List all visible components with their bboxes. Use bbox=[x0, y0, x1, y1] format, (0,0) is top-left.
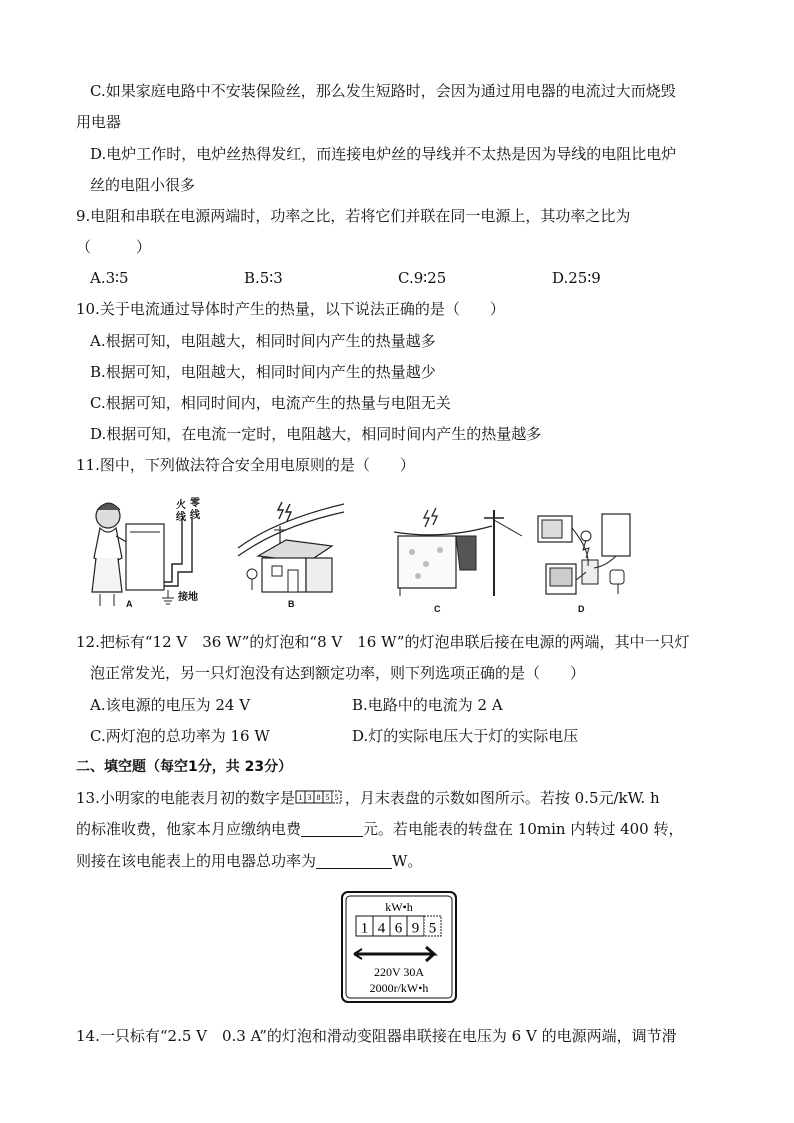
q8-option-d-line2: 丝的电阻小很多 bbox=[90, 176, 196, 194]
figure-c bbox=[392, 506, 524, 600]
q8-option-c-line2: 用电器 bbox=[76, 113, 122, 131]
digit-value: 4 bbox=[377, 920, 386, 937]
q10-option-d: D.根据可知，在电流一定时，电阻越大，相同时间内产生的热量越多 bbox=[90, 425, 542, 443]
q10-option-a: A.根据可知，电阻越大，相同时间内产生的热量越多 bbox=[90, 332, 436, 350]
q11-stem: 11.图中，下列做法符合安全用电原则的是（ ） bbox=[76, 456, 415, 474]
electric-meter-dial bbox=[340, 890, 458, 1006]
q13-line2-text-b: 元。若电能表的转盘在 10min 内转过 400 转， bbox=[363, 820, 684, 838]
clothes-power-line-illustration bbox=[392, 506, 524, 600]
q13-line3-text-b: W。 bbox=[392, 852, 423, 870]
q9-option-b: B.5∶3 bbox=[244, 269, 283, 287]
q12-option-a: A.该电源的电压为 24 V bbox=[90, 696, 251, 714]
digit-value: 5 bbox=[428, 920, 437, 937]
q12-option-c: C.两灯泡的总功率为 16 W bbox=[90, 727, 270, 745]
digit-value: 3 bbox=[307, 793, 312, 802]
figure-d bbox=[536, 510, 646, 602]
q9-stem-line1: 9.电阻和串联在电源两端时，功率之比，若将它们并联在同一电源上，其功率之比为 bbox=[76, 207, 631, 225]
q13-line3-text-a: 则接在该电能表上的用电器总功率为 bbox=[76, 852, 317, 870]
q14-line1: 14.一只标有“2.5 V 0.3 A”的灯泡和滑动变阻器串联接在电压为 6 V 的电源两端，调节滑 bbox=[76, 1027, 677, 1045]
fig-a-live-label: 火 bbox=[176, 500, 186, 511]
section-fill-blank-title: 二、填空题（每空1分，共 23分） bbox=[76, 759, 293, 775]
q12-stem-line2: 泡正常发光，另一只灯泡没有达到额定功率，则下列选项正确的是（ ） bbox=[90, 664, 586, 682]
q13-blank-power[interactable] bbox=[316, 852, 392, 869]
fig-a-ground-label: 接地 bbox=[178, 592, 198, 603]
q13-line2-text-a: 的标准收费，他家本月应缴纳电费 bbox=[76, 820, 302, 838]
q12-stem-line1: 12.把标有“12 V 36 W”的灯泡和“8 V 16 W”的灯泡串联后接在电源的两端，其中一只灯 bbox=[76, 633, 690, 651]
meter-digit-row bbox=[356, 916, 441, 937]
q13-line3 bbox=[76, 850, 422, 872]
fig-c-label: C bbox=[434, 604, 441, 614]
house-lightning-illustration bbox=[236, 500, 346, 596]
meter-unit: kW•h bbox=[385, 900, 413, 914]
digit-value: 8 bbox=[316, 793, 321, 802]
meter-spec-voltage: 220V 30A bbox=[373, 965, 425, 979]
q8-option-d-line1: D.电炉工作时，电炉丝热得发红，而连接电炉丝的导线并不太热是因为导线的电阻比电炉 bbox=[90, 145, 677, 163]
q13-line1-text-a: 13.小明家的电能表月初的数字是 bbox=[76, 789, 295, 807]
digit-value: 9 bbox=[411, 920, 420, 937]
q10-stem: 10.关于电流通过导体时产生的热量，以下说法正确的是（ ） bbox=[76, 300, 505, 318]
q12-option-b: B.电路中的电流为 2 A bbox=[352, 696, 503, 714]
q12-option-d: D.灯的实际电压大于灯的实际电压 bbox=[352, 727, 579, 745]
fig-a-label: A bbox=[126, 599, 133, 609]
fig-a-neutral-label-2: 线 bbox=[190, 510, 200, 521]
fig-a-neutral-label: 零 bbox=[190, 498, 200, 509]
q9-option-a: A.3∶5 bbox=[90, 269, 129, 287]
fig-d-label: D bbox=[578, 604, 585, 614]
q9-stem-line2: （ ） bbox=[76, 238, 152, 256]
electric-meter bbox=[340, 890, 458, 1006]
q9-option-d: D.25∶9 bbox=[552, 269, 601, 287]
q13-line2 bbox=[76, 818, 684, 840]
digit-value: 5 bbox=[334, 793, 339, 802]
q8-option-c-line1: C.如果家庭电路中不安装保险丝，那么发生短路时，会因为通过用电器的电流过大而烧毁 bbox=[90, 82, 676, 100]
q10-option-b: B.根据可知，电阻越大，相同时间内产生的热量越少 bbox=[90, 363, 436, 381]
start-reading-digits bbox=[295, 789, 345, 805]
digit-value: 1 bbox=[298, 793, 303, 802]
q13-blank-fee[interactable] bbox=[301, 820, 363, 837]
digit-value: 1 bbox=[360, 920, 369, 937]
overloaded-socket-illustration bbox=[536, 510, 646, 602]
q13-start-reading bbox=[295, 789, 345, 811]
fig-b-label: B bbox=[288, 599, 295, 609]
q9-option-c: C.9∶25 bbox=[398, 269, 447, 287]
q9-options bbox=[90, 267, 706, 289]
q13-line1 bbox=[76, 787, 660, 811]
q10-option-c: C.根据可知，相同时间内，电流产生的热量与电阻无关 bbox=[90, 394, 451, 412]
figure-b bbox=[236, 500, 346, 596]
q13-line1-text-b: ，月末表盘的示数如图所示。若按 0.5元/kW. h bbox=[344, 789, 660, 807]
figure-a bbox=[86, 494, 216, 616]
digit-value: 5 bbox=[325, 793, 330, 802]
meter-spec-revs: 2000r/kW•h bbox=[369, 981, 429, 995]
fig-a-live-label-2: 线 bbox=[176, 512, 186, 523]
digit-value: 6 bbox=[394, 920, 403, 937]
